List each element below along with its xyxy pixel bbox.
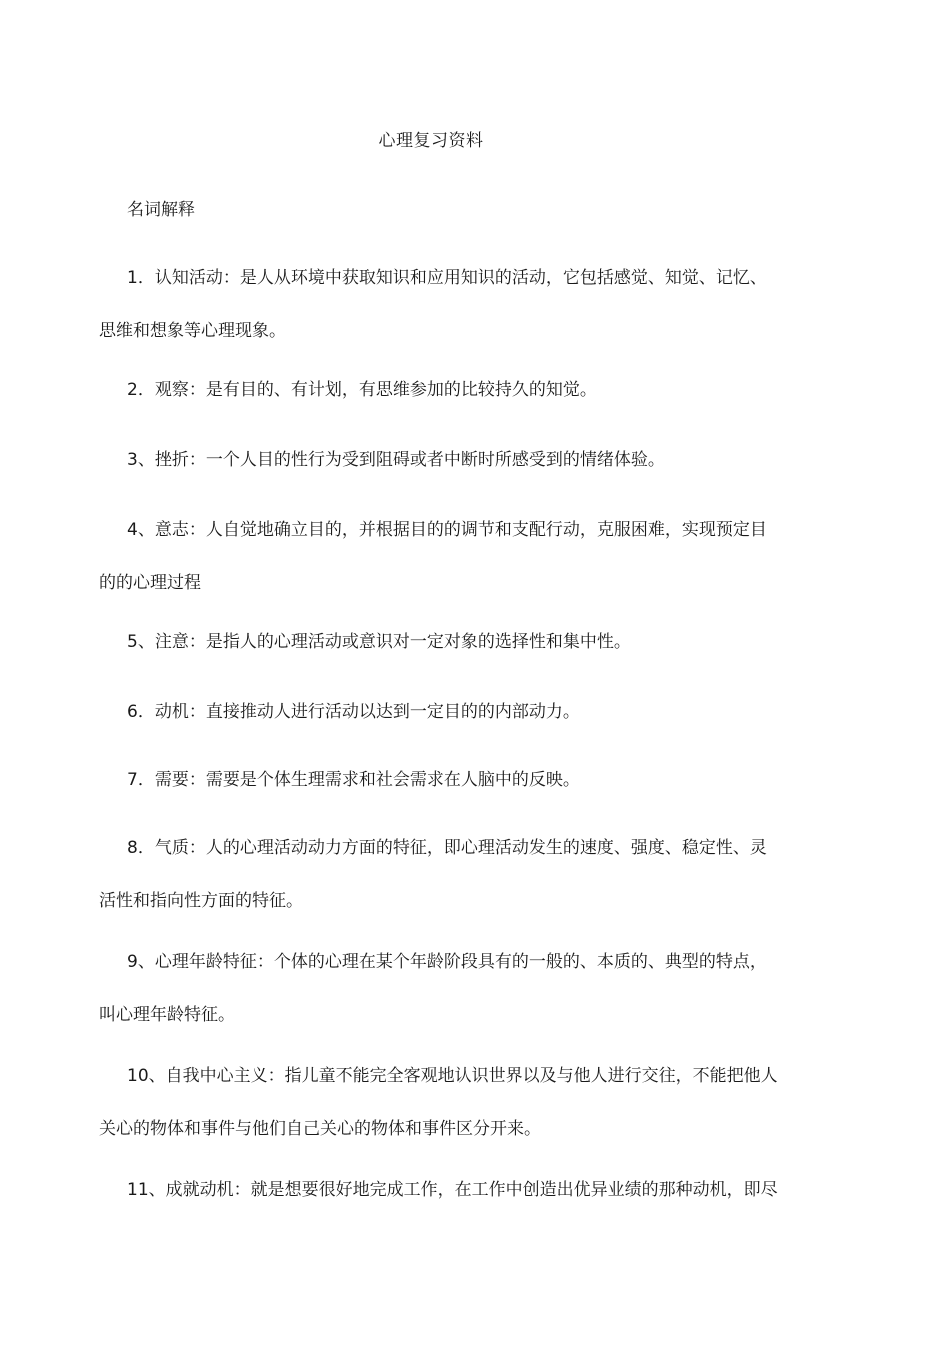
entry-line: 关心的物体和事件与他们自己关心的物体和事件区分开来。	[99, 1119, 541, 1139]
definition-entry	[99, 378, 819, 402]
entry-line: 5、注意：是指人的心理活动或意识对一定对象的选择性和集中性。	[127, 632, 631, 652]
section-heading: 名词解释	[127, 200, 195, 220]
definition-entry	[99, 1064, 819, 1141]
entry-line: 7．需要：需要是个体生理需求和社会需求在人脑中的反映。	[127, 770, 580, 790]
definition-entry	[99, 630, 819, 654]
definition-entry	[99, 518, 819, 595]
entry-line: 4、意志：人自觉地确立目的，并根据目的的调节和支配行动，克服困难，实现预定目	[127, 520, 767, 540]
entry-line: 的的心理过程	[99, 573, 201, 593]
definition-entry	[99, 950, 819, 1027]
definition-entry	[99, 700, 819, 724]
entry-line: 9、心理年龄特征：个体的心理在某个年龄阶段具有的一般的、本质的、典型的特点，	[127, 952, 767, 972]
entry-line: 3、挫折：一个人目的性行为受到阻碍或者中断时所感受到的情绪体验。	[127, 450, 665, 470]
definition-entry	[99, 448, 819, 472]
definition-entry	[99, 1178, 819, 1202]
entry-line: 叫心理年龄特征。	[99, 1005, 235, 1025]
entry-line: 8．气质：人的心理活动动力方面的特征，即心理活动发生的速度、强度、稳定性、灵	[127, 838, 767, 858]
entry-line: 思维和想象等心理现象。	[99, 321, 286, 341]
document-title: 心理复习资料	[378, 131, 484, 151]
entry-line: 活性和指向性方面的特征。	[99, 891, 303, 911]
definition-entry	[99, 836, 819, 913]
definition-entry	[99, 266, 819, 343]
entry-line: 2．观察：是有目的、有计划，有思维参加的比较持久的知觉。	[127, 380, 597, 400]
entry-line: 10、自我中心主义：指儿童不能完全客观地认识世界以及与他人进行交往，不能把他人	[127, 1066, 778, 1086]
entry-line: 11、成就动机：就是想要很好地完成工作，在工作中创造出优异业绩的那种动机，即尽	[127, 1180, 778, 1200]
entry-line: 1．认知活动：是人从环境中获取知识和应用知识的活动，它包括感觉、知觉、记忆、	[127, 268, 767, 288]
definition-entry	[99, 768, 819, 792]
entry-line: 6．动机：直接推动人进行活动以达到一定目的的内部动力。	[127, 702, 580, 722]
